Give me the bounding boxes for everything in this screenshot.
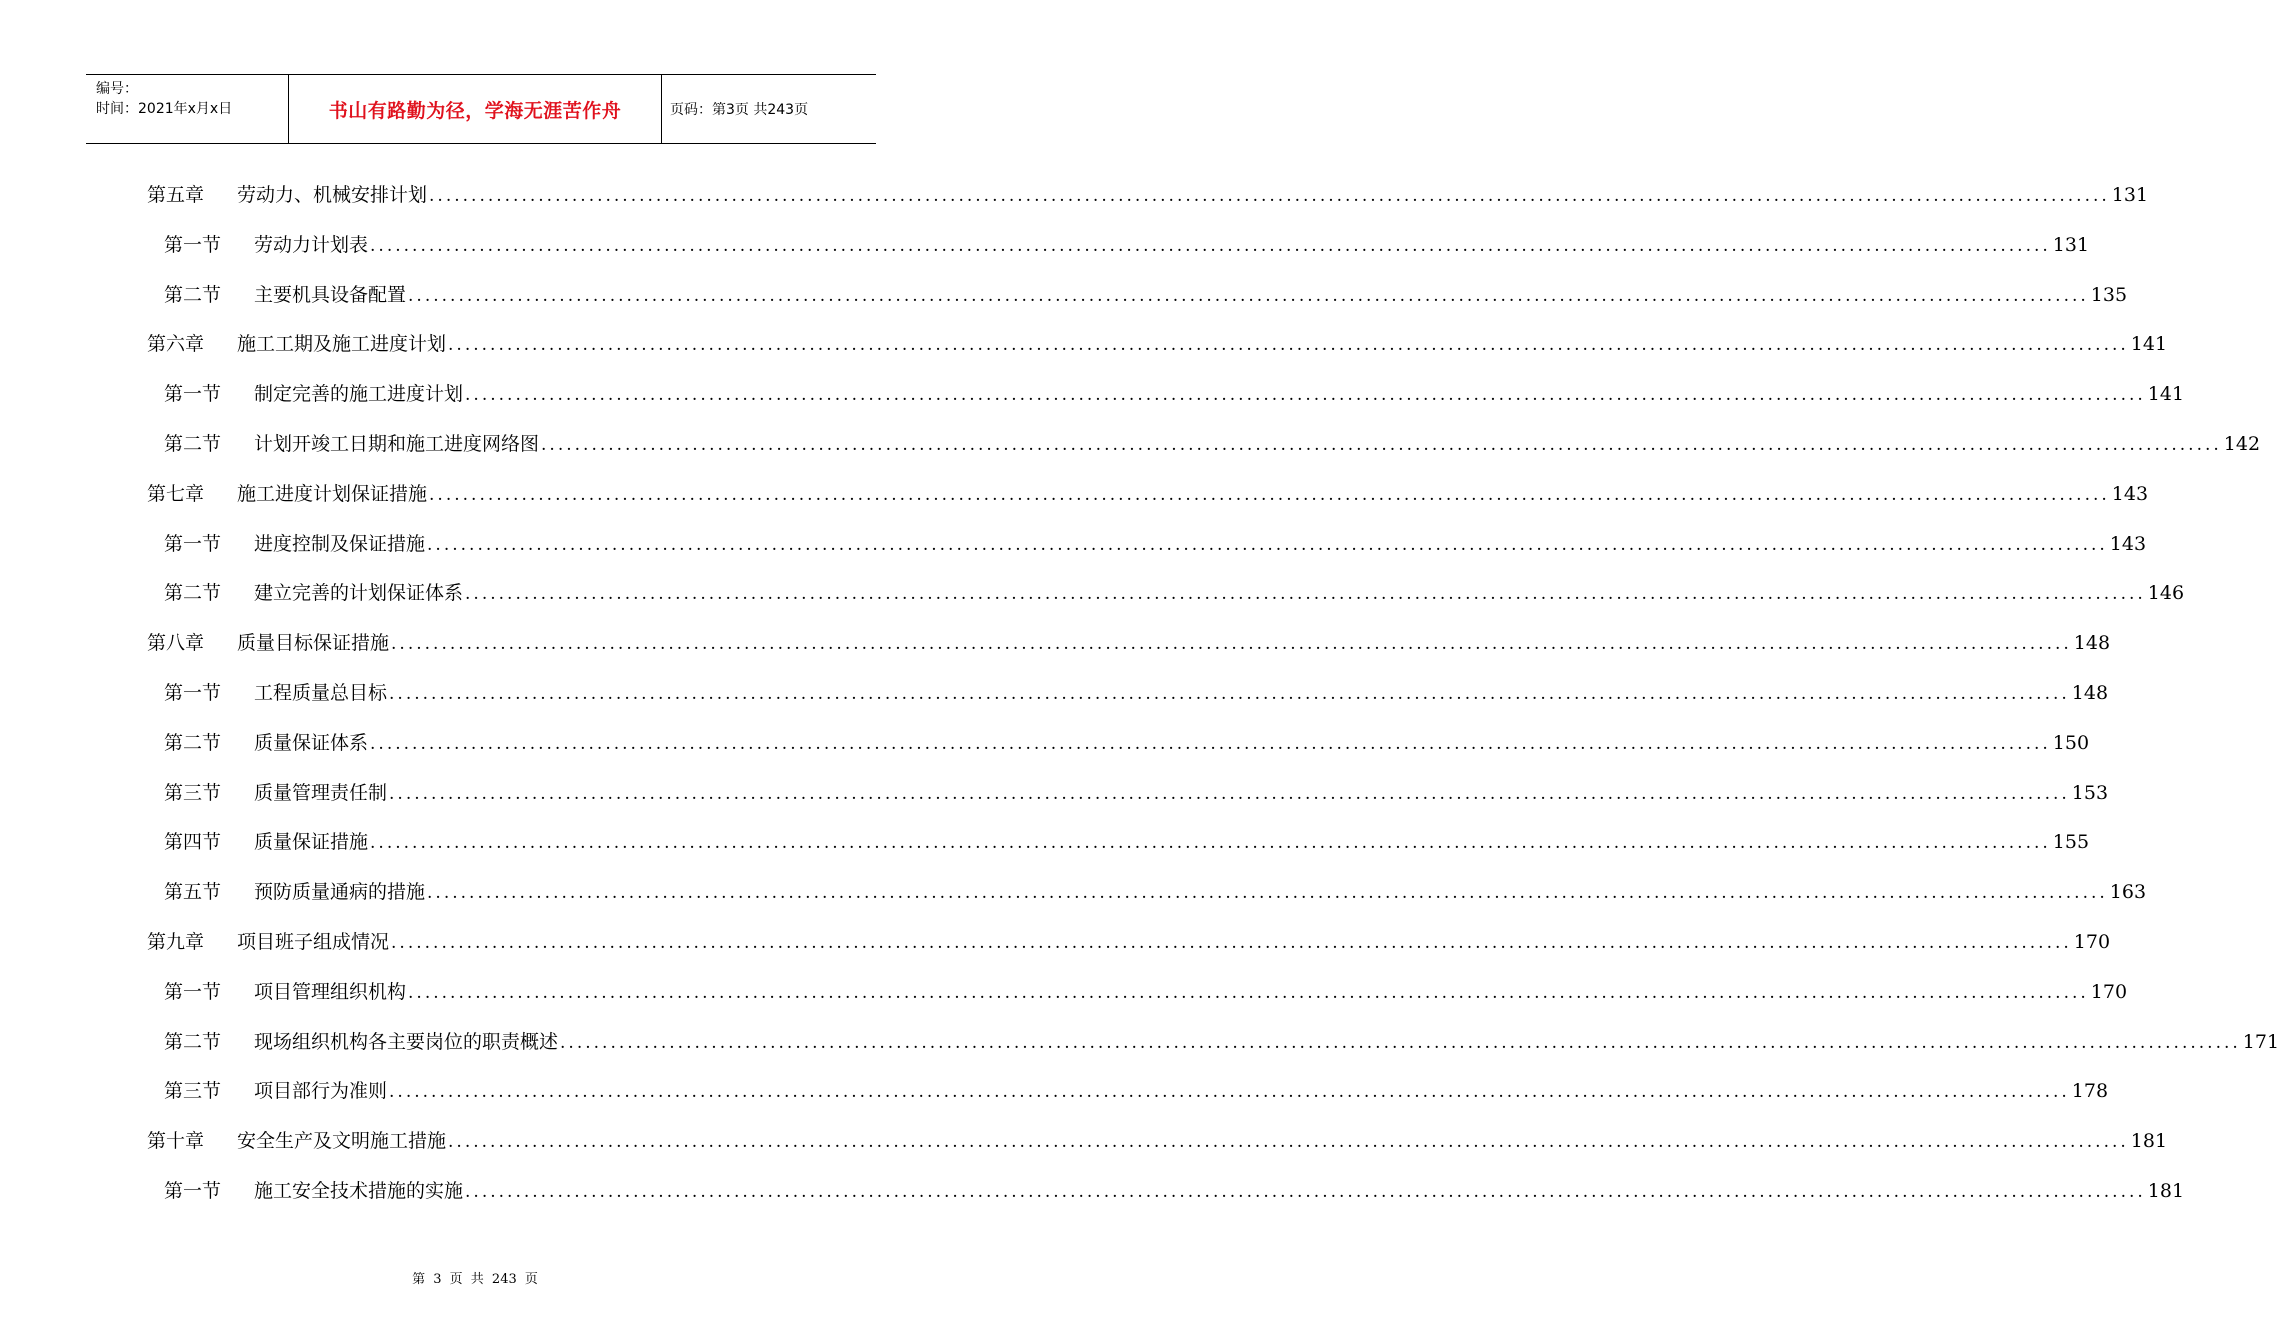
- toc-dot-leader: ........................................................................................................................................................................................................: [391, 634, 2072, 655]
- toc-section-entry[interactable]: [147, 221, 2090, 271]
- toc-entry-title: 建立完善的计划保证体系: [254, 582, 464, 605]
- toc-entry-label: 第二节: [164, 283, 222, 306]
- toc-entry-title: 质量目标保证措施: [237, 632, 390, 655]
- toc-entry-page-number: 148: [2071, 681, 2109, 704]
- toc-entry-title: 质量保证措施: [254, 831, 369, 854]
- toc-dot-leader: ........................................................................................................................................................................................................: [389, 683, 2070, 704]
- toc-chapter-entry[interactable]: [147, 320, 2168, 370]
- toc-entry-label: 第二节: [164, 731, 222, 754]
- toc-dot-leader: ........................................................................................................................................................................................................: [408, 285, 2089, 306]
- toc-entry-title: 项目班子组成情况: [237, 930, 390, 953]
- toc-section-entry[interactable]: [147, 569, 2185, 619]
- toc-dot-leader: ........................................................................................................................................................................................................: [427, 883, 2108, 904]
- toc-entry-label: 第四节: [164, 831, 222, 854]
- toc-dot-leader: ........................................................................................................................................................................................................: [448, 335, 2129, 356]
- toc-chapter-entry[interactable]: [147, 171, 2149, 221]
- toc-entry-label: 第六章: [147, 333, 205, 356]
- toc-entry-page-number: 142: [2223, 432, 2261, 455]
- toc-entry-label: 第三节: [164, 1080, 222, 1103]
- toc-entry-title: 项目部行为准则: [254, 1080, 388, 1103]
- toc-entry-page-number: 155: [2052, 831, 2090, 854]
- toc-entry-title: 劳动力、机械安排计划: [237, 184, 428, 206]
- toc-entry-title: 施工工期及施工进度计划: [237, 333, 447, 356]
- header-motto: [288, 75, 662, 143]
- toc-entry-page-number: 170: [2073, 930, 2111, 953]
- toc-entry-title: 主要机具设备配置: [254, 283, 407, 306]
- toc-entry-title: 制定完善的施工进度计划: [254, 383, 464, 406]
- toc-entry-page-number: 153: [2071, 781, 2109, 804]
- toc-dot-leader: ........................................................................................................................................................................................................: [541, 434, 2222, 455]
- toc-section-entry[interactable]: [147, 669, 2109, 719]
- toc-entry-label: 第八章: [147, 632, 205, 655]
- toc-entry-label: 第五节: [164, 881, 222, 904]
- toc-entry-title: 劳动力计划表: [254, 233, 369, 256]
- toc-dot-leader: ........................................................................................................................................................................................................: [370, 235, 2051, 256]
- toc-section-entry[interactable]: [147, 271, 2128, 321]
- toc-entry-page-number: 170: [2090, 980, 2128, 1003]
- toc-entry-page-number: 143: [2111, 482, 2149, 505]
- toc-entry-title: 进度控制及保证措施: [254, 532, 426, 555]
- page-footer: [0, 1268, 950, 1287]
- toc-entry-title: 现场组织机构各主要岗位的职责概述: [254, 1030, 559, 1053]
- toc-section-entry[interactable]: [147, 968, 2128, 1018]
- toc-chapter-entry[interactable]: [147, 918, 2111, 968]
- toc-entry-label: 第一节: [164, 233, 222, 256]
- toc-entry-page-number: 141: [2147, 383, 2185, 406]
- toc-dot-leader: ........................................................................................................................................................................................................: [448, 1132, 2129, 1153]
- page-header: [86, 74, 876, 144]
- toc-entry-page-number: 148: [2073, 632, 2111, 655]
- toc-section-entry[interactable]: [147, 520, 2147, 570]
- toc-entry-page-number: 181: [2147, 1179, 2185, 1202]
- toc-section-entry[interactable]: [147, 1067, 2109, 1117]
- toc-entry-page-number: 163: [2109, 881, 2147, 904]
- toc-section-entry[interactable]: [147, 1018, 2279, 1068]
- toc-entry-label: 第一节: [164, 1179, 222, 1202]
- toc-entry-page-number: 131: [2052, 233, 2090, 256]
- toc-chapter-entry[interactable]: [147, 619, 2111, 669]
- toc-entry-page-number: 143: [2109, 532, 2147, 555]
- toc-entry-page-number: 171: [2242, 1030, 2279, 1053]
- toc-dot-leader: ........................................................................................................................................................................................................: [370, 833, 2051, 854]
- toc-entry-page-number: 141: [2130, 333, 2168, 356]
- toc-chapter-entry[interactable]: [147, 470, 2149, 520]
- toc-entry-title: 工程质量总目标: [254, 681, 388, 704]
- toc-entry-page-number: 135: [2090, 283, 2128, 306]
- toc-dot-leader: ........................................................................................................................................................................................................: [465, 584, 2146, 605]
- toc-entry-page-number: 181: [2130, 1130, 2168, 1153]
- toc-section-entry[interactable]: [147, 420, 2261, 470]
- toc-entry-label: 第二节: [164, 1030, 222, 1053]
- toc-dot-leader: ........................................................................................................................................................................................................: [370, 733, 2051, 754]
- toc-section-entry[interactable]: [147, 370, 2185, 420]
- toc-entry-page-number: 146: [2147, 582, 2185, 605]
- toc-entry-page-number: 150: [2052, 731, 2090, 754]
- document-number-label: 编号：: [96, 81, 138, 97]
- toc-entry-title: 质量保证体系: [254, 731, 369, 754]
- toc-entry-label: 第二节: [164, 432, 222, 455]
- toc-dot-leader: ........................................................................................................................................................................................................: [560, 1032, 2241, 1053]
- toc-dot-leader: ........................................................................................................................................................................................................: [465, 385, 2146, 406]
- toc-dot-leader: ........................................................................................................................................................................................................: [465, 1181, 2146, 1202]
- toc-section-entry[interactable]: [147, 818, 2090, 868]
- toc-entry-label: 第一节: [164, 532, 222, 555]
- toc-entry-title: 施工进度计划保证措施: [237, 482, 428, 505]
- toc-entry-title: 预防质量通病的措施: [254, 881, 426, 904]
- header-meta: [96, 79, 232, 119]
- toc-entry-label: 第五章: [147, 184, 205, 206]
- footer-page-number: 第 3 页 共 243 页: [412, 1272, 538, 1287]
- toc-section-entry[interactable]: [147, 719, 2090, 769]
- toc-entry-page-number: 178: [2071, 1080, 2109, 1103]
- toc-section-entry[interactable]: [147, 769, 2109, 819]
- toc-dot-leader: ........................................................................................................................................................................................................: [429, 186, 2110, 206]
- toc-entry-title: 项目管理组织机构: [254, 980, 407, 1003]
- toc-section-entry[interactable]: [147, 1167, 2185, 1217]
- toc-entry-label: 第二节: [164, 582, 222, 605]
- toc-entry-label: 第十章: [147, 1130, 205, 1153]
- toc-entry-label: 第九章: [147, 930, 205, 953]
- table-of-contents: [147, 171, 2279, 1217]
- motto-text: 书山有路勤为径，学海无涯苦作舟: [328, 99, 622, 122]
- toc-entry-title: 质量管理责任制: [254, 781, 388, 804]
- toc-section-entry[interactable]: [147, 868, 2147, 918]
- page-info-text: 页码：第3页 共243页: [670, 102, 809, 118]
- toc-chapter-entry[interactable]: [147, 1117, 2168, 1167]
- toc-dot-leader: ........................................................................................................................................................................................................: [427, 534, 2108, 555]
- toc-entry-title: 安全生产及文明施工措施: [237, 1130, 447, 1153]
- toc-dot-leader: ........................................................................................................................................................................................................: [389, 783, 2070, 804]
- toc-dot-leader: ........................................................................................................................................................................................................: [391, 932, 2072, 953]
- toc-entry-label: 第七章: [147, 482, 205, 505]
- toc-entry-label: 第一节: [164, 980, 222, 1003]
- toc-dot-leader: ........................................................................................................................................................................................................: [389, 1082, 2070, 1103]
- toc-dot-leader: ........................................................................................................................................................................................................: [408, 982, 2089, 1003]
- toc-entry-label: 第一节: [164, 383, 222, 406]
- toc-entry-label: 第三节: [164, 781, 222, 804]
- toc-entry-page-number: 131: [2111, 184, 2149, 206]
- toc-entry-label: 第一节: [164, 681, 222, 704]
- header-page-info: [670, 75, 808, 143]
- toc-dot-leader: ........................................................................................................................................................................................................: [429, 484, 2110, 505]
- toc-entry-title: 计划开竣工日期和施工进度网络图: [254, 432, 540, 455]
- document-time-label: 时间：2021年x月x日: [96, 101, 233, 117]
- toc-entry-title: 施工安全技术措施的实施: [254, 1179, 464, 1202]
